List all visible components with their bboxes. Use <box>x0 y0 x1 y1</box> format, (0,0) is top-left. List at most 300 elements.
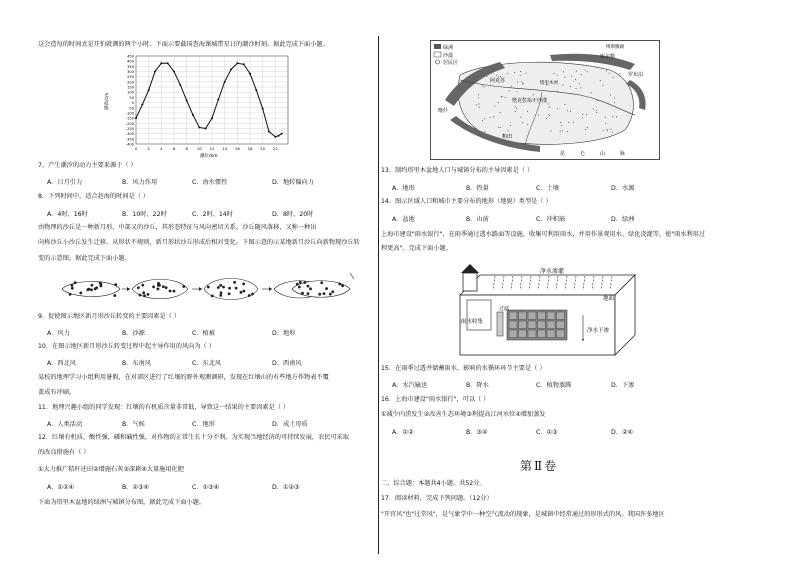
storage-cell <box>538 312 546 320</box>
vegetation-dot <box>219 284 222 287</box>
q13-stem: 13．制约塔里木盆地人口与城镇分布的主导因素是（ ） <box>381 167 534 174</box>
y-tick-label: 450 <box>127 54 134 59</box>
desert-dot <box>479 103 480 104</box>
passage-wind: "开官风"也"过堂风"，是气象学中一种空气流动的现象，是城镇中经常通过的形形式的风。我国许多地区 <box>381 511 665 518</box>
tide-point <box>262 108 264 110</box>
vegetation-dot <box>303 281 306 284</box>
vegetation-dot <box>228 287 231 290</box>
label-lop-nur: 罗布泊 <box>628 72 644 78</box>
q9-option-d[interactable]: D．地形 <box>272 330 296 337</box>
vegetation-dot <box>307 285 310 288</box>
q12-option-d[interactable]: D．①②③ <box>272 484 300 491</box>
q8-option-c[interactable]: C．2时、14时 <box>192 211 233 218</box>
desert-dot <box>501 97 502 98</box>
vegetation-dot <box>233 281 236 284</box>
vegetation-dot <box>94 287 97 290</box>
desert-dot <box>500 112 501 113</box>
q8-option-d[interactable]: D．8时、20时 <box>272 211 314 218</box>
storage-cell <box>509 330 517 338</box>
vegetation-dot <box>222 286 225 289</box>
label-rain-collection: 雨水收集 <box>461 319 484 325</box>
x-tick-label: 10 <box>196 146 202 151</box>
desert-dot <box>478 94 479 95</box>
chart-ylabel: 潮高/cm <box>105 92 110 110</box>
desert-dot <box>549 115 550 116</box>
chart-grid <box>136 56 288 144</box>
desert-dot <box>567 110 568 111</box>
y-tick-label: -250 <box>125 126 134 131</box>
x-tick-label: 16 <box>234 146 240 151</box>
tide-point <box>154 71 156 73</box>
legend-oasis-swatch <box>434 44 441 49</box>
vegetation-dot <box>248 294 251 297</box>
storage-cell <box>509 321 517 329</box>
section-title: 第Ⅱ卷 <box>520 459 559 473</box>
vegetation-dot <box>91 284 94 287</box>
q10-option-a[interactable]: A．西北风 <box>47 360 76 367</box>
desert-dot <box>579 83 580 84</box>
desert-dot <box>498 102 499 103</box>
north-arrow <box>350 273 354 279</box>
desert-dot <box>567 131 568 132</box>
x-tick-label: 6 <box>172 146 176 151</box>
vegetation-dot <box>100 285 103 288</box>
q16-stem-2: ①减少内涝发生②改善生态环境③利提高江河水位④增加蒸发 <box>381 411 546 418</box>
desert-dot <box>582 117 583 118</box>
desert-dot <box>548 114 549 115</box>
desert-dot <box>564 77 565 78</box>
desert-dot <box>484 131 485 132</box>
passage-dunes-1: 由物理的沙丘是一种新月形，中部又的沙丘，其形态特征与风向密切关系。沙丘随风落移，又称一种出 <box>38 224 317 231</box>
storage-cell <box>519 321 527 329</box>
tide-point <box>148 89 150 91</box>
x-tick-label: 22 <box>272 146 278 151</box>
q12-stem-2: 的改良措施有（ ） <box>38 449 90 456</box>
desert-dot <box>580 87 581 88</box>
q16-option-c[interactable]: C．①③ <box>536 429 558 436</box>
desert-dot <box>585 129 586 130</box>
label-lun: 仑 <box>580 151 586 157</box>
q15-stem: 15．在雨季过透井储蓄雨水，影响的水循环环节主要是（ ） <box>381 365 546 372</box>
vegetation-dot <box>169 290 172 293</box>
desert-dot <box>520 117 521 118</box>
desert-dot <box>486 76 487 77</box>
vegetation-dot <box>113 294 116 297</box>
desert-dot <box>498 127 499 128</box>
storage-cell <box>557 312 565 320</box>
x-tick-label: 2 <box>147 146 150 151</box>
label-aksu: 阿克苏 <box>490 78 506 84</box>
y-tick-label: -350 <box>125 137 134 142</box>
house <box>463 273 477 291</box>
vegetation-dot <box>220 291 223 294</box>
desert-dot <box>517 91 518 92</box>
desert-dot <box>564 104 565 105</box>
chart-y-ticks <box>126 55 135 147</box>
desert-dot <box>587 127 588 128</box>
label-bosten-lake: 博斯腾湖 <box>606 45 624 50</box>
q13-option-c[interactable]: C．土壤 <box>536 185 559 192</box>
desert-dot <box>489 117 490 118</box>
storage-cell <box>519 330 527 338</box>
desert-dot <box>527 111 528 112</box>
vegetation-dot <box>90 288 93 291</box>
desert-dot <box>484 86 485 87</box>
desert-dot <box>616 116 617 117</box>
desert-dot <box>507 73 508 74</box>
passage-soil-1: 某校的地理学习小组利用暑假，在对郊区进行了红壤的野外观测调研，发现在红壤山的有些地方作物表不覆 <box>38 374 329 381</box>
desert-dot <box>482 120 483 121</box>
desert-dot <box>514 72 515 73</box>
q9-option-a[interactable]: A．风力 <box>47 330 70 337</box>
desert-dot <box>605 117 606 118</box>
desert-dot <box>515 106 516 107</box>
desert-dot <box>478 97 479 98</box>
intro-line: 这会造每的时间式是开怕就测的两个小时。下面示要截国查海课城带星日的潮沙时刻。据此完成下面小题。 <box>38 41 329 48</box>
desert-dot <box>517 81 518 82</box>
desert-dot <box>605 123 606 124</box>
desert-dot <box>520 71 521 72</box>
vegetation-dot <box>320 281 323 284</box>
vegetation-dot <box>137 286 140 289</box>
tide-point <box>135 117 137 119</box>
desert-dot <box>576 71 577 72</box>
desert-dot <box>585 70 586 71</box>
q15-option-b[interactable]: B．降水 <box>466 382 489 389</box>
desert-dot <box>612 116 613 117</box>
vegetation-dot <box>301 292 304 295</box>
chart-xlabel: 潮位/km <box>200 154 218 159</box>
q7-option-d[interactable]: D．地转偏向力 <box>272 179 314 186</box>
vegetation-dot <box>71 284 74 287</box>
desert-dot <box>596 112 597 113</box>
desert-dot <box>571 76 572 77</box>
x-tick-label: 0 <box>134 146 138 151</box>
desert-dot <box>612 77 613 78</box>
q13-option-d[interactable]: D．水源 <box>611 185 635 192</box>
label-filter: 过滤 <box>499 306 510 312</box>
y-tick-label: -50 <box>128 106 134 111</box>
tide-point <box>205 127 207 129</box>
desert-dot <box>563 84 564 85</box>
desert-dot <box>505 97 506 98</box>
desert-dot <box>551 130 552 131</box>
desert-dot <box>526 73 527 74</box>
q7-stem: 7、产生潮汐的动力主要来源于（ ） <box>38 162 137 169</box>
desert-dot <box>527 124 528 125</box>
vegetation-dot <box>242 290 245 293</box>
desert-dot <box>500 76 501 77</box>
vegetation-dot <box>157 282 160 285</box>
desert-dot <box>600 80 601 81</box>
vegetation-dot <box>298 286 301 289</box>
q11-option-a[interactable]: A．人类活动 <box>47 421 83 428</box>
rainwater-bank-diagram <box>455 260 640 357</box>
vegetation-dot <box>162 285 165 288</box>
label-shan: 山 <box>600 151 606 157</box>
y-tick-label: -100 <box>125 111 134 116</box>
desert-dot <box>522 122 523 123</box>
vegetation-dot <box>299 281 302 284</box>
desert-dot <box>576 88 577 89</box>
vegetation-dot <box>341 284 344 287</box>
label-korla: 库尔勒 <box>600 54 616 60</box>
legend-desert-swatch <box>434 52 441 57</box>
x-tick-label: 14 <box>222 146 228 151</box>
desert-dot <box>560 131 561 132</box>
storage-cell <box>528 321 536 329</box>
vegetation-dot <box>318 293 321 296</box>
x-tick-label: 20 <box>260 146 266 151</box>
y-tick-label: 250 <box>127 75 134 80</box>
q14-option-a[interactable]: A．盆地 <box>392 216 415 223</box>
tide-point <box>167 62 169 64</box>
vegetation-dot <box>74 281 77 284</box>
vegetation-dot <box>211 294 214 297</box>
vegetation-dot <box>165 286 168 289</box>
desert-dot <box>612 132 613 133</box>
vegetation-dot <box>296 283 299 286</box>
tide-point <box>243 63 245 65</box>
q9-stem: 9．促使图示地区新月形沙丘转变的主要因素是（ ） <box>38 313 181 320</box>
label-clean-water-irrigation: 净水渗灌 <box>540 268 565 275</box>
label-hotan: 和田 <box>502 134 513 140</box>
desert-dot <box>482 85 483 86</box>
vegetation-dot <box>307 292 310 295</box>
vegetation-dot <box>242 282 245 285</box>
desert-dot <box>484 118 485 119</box>
q10-option-b[interactable]: B．东南风 <box>122 360 151 367</box>
vegetation-dot <box>331 290 334 293</box>
desert-dot <box>614 97 615 98</box>
vegetation-dot <box>79 292 82 295</box>
desert-dot <box>496 75 497 76</box>
vegetation-dot <box>69 293 72 296</box>
q9-option-b[interactable]: B．沙源 <box>122 330 145 337</box>
collection-tank <box>467 300 491 330</box>
desert-dot <box>549 107 550 108</box>
vegetation-dot <box>152 286 155 289</box>
vegetation-dot <box>141 284 144 287</box>
q15-option-c[interactable]: C．植物蒸腾 <box>536 382 572 389</box>
vegetation-dot <box>173 290 176 293</box>
desert-dot <box>509 90 510 91</box>
tide-point <box>224 81 226 83</box>
tide-point <box>160 62 162 64</box>
desert-dot <box>476 104 477 105</box>
y-tick-label: 100 <box>127 90 134 95</box>
q14-option-d[interactable]: D．绿洲 <box>611 216 635 223</box>
legend-town: 居民区 <box>443 60 459 66</box>
storage-cell <box>528 312 536 320</box>
vegetation-dot <box>139 294 142 297</box>
q14-option-c[interactable]: C．冲积扇 <box>536 216 566 223</box>
q7-option-b[interactable]: B．风力作用 <box>122 179 158 186</box>
tide-point <box>192 114 194 116</box>
x-tick-label: 18 <box>247 146 253 151</box>
q12-option-a[interactable]: A．①②④ <box>47 484 75 491</box>
tide-point <box>179 84 181 86</box>
desert-dot <box>610 94 611 95</box>
column-divider <box>378 36 379 554</box>
label-kun: 昆 <box>560 151 566 157</box>
label-kashgar: 喀什 <box>438 108 449 114</box>
q12-stem-1: 12．红壤有机质，酸性强，磷和碱性强，对作物的正常生长十分不利。为实现当地经济的可持续发展，农民可采取 <box>38 434 350 441</box>
vegetation-dot <box>251 293 254 296</box>
y-tick-label: -300 <box>125 132 134 137</box>
vegetation-dot <box>228 292 231 295</box>
desert-dot <box>570 111 571 112</box>
storage-cell <box>519 312 527 320</box>
q8-option-b[interactable]: B．10时、22时 <box>122 211 167 218</box>
tide-point <box>278 135 280 137</box>
q12-option-c[interactable]: C．①③④ <box>192 484 220 491</box>
q13-option-a[interactable]: A．地形 <box>392 185 415 192</box>
q7-option-c[interactable]: C．海水惯性 <box>192 179 228 186</box>
vegetation-dot <box>240 291 243 294</box>
tide-point <box>249 73 251 75</box>
desert-dot <box>538 114 539 115</box>
desert-dot <box>479 107 480 108</box>
tide-point <box>274 136 276 138</box>
vegetation-dot <box>329 293 332 296</box>
desert-dot <box>607 131 608 132</box>
desert-dot <box>582 114 583 115</box>
desert-dot <box>521 81 522 82</box>
vegetation-dot <box>157 288 160 291</box>
desert-dot <box>602 85 603 86</box>
transition-arrowhead <box>127 287 130 291</box>
desert-dot <box>561 125 562 126</box>
q12-stem-3: ①大力推广秸秆还田②增施石灰③深耕④大量施用化肥 <box>38 466 184 473</box>
x-tick-label: 12 <box>209 146 215 151</box>
vegetation-dot <box>217 286 220 289</box>
storage-cell <box>557 321 565 329</box>
q11-stem: 11．地理兴趣小组的同学发现：红壤的有机质含量非常低，导致这一结果的主要因素是（ ） <box>38 404 290 411</box>
tide-point <box>217 98 219 100</box>
desert-dot <box>563 71 564 72</box>
vegetation-dot <box>323 292 326 295</box>
desert-dot <box>516 108 517 109</box>
tide-chart <box>100 50 300 160</box>
q12-option-b[interactable]: B．②③④ <box>122 484 150 491</box>
tide-point <box>281 133 283 135</box>
filter-column <box>497 312 503 336</box>
q7-option-a[interactable]: A．日月引力 <box>47 179 83 186</box>
chart-x-ticks <box>135 146 279 151</box>
vegetation-dot <box>114 283 117 286</box>
tide-point <box>141 104 143 106</box>
q11-option-b[interactable]: B．气候 <box>122 421 145 428</box>
section-2-instructions: 二、综合题：本题共4小题，共52分。 <box>381 480 486 487</box>
house-roof <box>461 264 479 273</box>
label-tarim-river: 塔里木河 <box>540 81 558 86</box>
vegetation-dot <box>207 286 210 289</box>
storage-cell <box>547 312 555 320</box>
vegetation-dot <box>325 287 328 290</box>
tide-point <box>173 71 175 73</box>
y-tick-label: 400 <box>127 59 134 64</box>
desert-dot <box>614 102 615 103</box>
q17-stem: 17．阅读材料，完成下列问题。（12分） <box>381 495 493 502</box>
storage-cell <box>547 321 555 329</box>
q14-option-b[interactable]: B．山前 <box>466 216 489 223</box>
q8-option-a[interactable]: A．4时、16时 <box>47 211 88 218</box>
desert-dot <box>587 71 588 72</box>
legend-desert: 沙漠 <box>443 53 454 59</box>
q16-option-b[interactable]: B．③④ <box>466 429 488 436</box>
desert-dot <box>515 111 516 112</box>
y-tick-label: 150 <box>127 85 134 90</box>
q15-option-d[interactable]: D．下渗 <box>611 382 635 389</box>
desert-dot <box>610 129 611 130</box>
vegetation-dot <box>182 285 185 288</box>
y-tick-label: 200 <box>127 80 134 85</box>
q11-option-c[interactable]: C．地形 <box>192 421 215 428</box>
passage-dunes-3: 变的示意图。据此完成下面小题。 <box>38 255 131 262</box>
desert-dot <box>553 73 554 74</box>
tide-point <box>211 117 213 119</box>
passage-tarim: 下面为塔里木盆地的绿洲与城镇分布图。据此完成下面小题。 <box>38 499 206 506</box>
q16-option-a[interactable]: A．①② <box>392 429 414 436</box>
vegetation-dot <box>219 294 222 297</box>
tide-point <box>186 100 188 102</box>
q9-option-c[interactable]: C．植被 <box>192 330 215 337</box>
desert-dot <box>593 108 594 109</box>
y-tick-label: -200 <box>125 121 134 126</box>
tide-point <box>236 62 238 64</box>
q11-option-d[interactable]: D．成土母质 <box>272 421 308 428</box>
storage-cell <box>509 312 517 320</box>
vegetation-dot <box>309 287 312 290</box>
storage-cell <box>557 330 565 338</box>
storage-cell <box>528 330 536 338</box>
desert-dot <box>562 130 563 131</box>
desert-dot <box>557 108 558 109</box>
q10-stem: 10．在图示地区新月形沙丘转变过程中起主导作用的风向为（ ） <box>38 343 215 350</box>
desert-dot <box>573 122 574 123</box>
desert-dot <box>523 83 524 84</box>
desert-dot <box>581 74 582 75</box>
desert-dot <box>502 96 503 97</box>
label-clean-water-infiltration: 净水下渗 <box>587 328 610 334</box>
y-tick-label: 300 <box>127 70 134 75</box>
desert-dot <box>546 118 547 119</box>
q10-option-c[interactable]: C．东北风 <box>192 360 222 367</box>
passage-rain-2: 程更高"。完成下面小题。 <box>381 245 452 252</box>
desert-dot <box>548 104 549 105</box>
q13-option-b[interactable]: B．热量 <box>466 185 489 192</box>
vegetation-dot <box>143 294 146 297</box>
desert-dot <box>508 130 509 131</box>
tarim-basin-map <box>430 40 660 160</box>
q10-option-d[interactable]: D．西南风 <box>272 360 302 367</box>
desert-dot <box>560 122 561 123</box>
q16-option-d[interactable]: D．②④ <box>611 429 634 436</box>
passage-rain-1: 上海市建设"雨水银行"，在雨季通过透水路面等设施，收集可利用雨水，并用作景观用水、绿化浇灌等，使"雨水利用过 <box>381 231 706 238</box>
desert-dot <box>586 114 587 115</box>
q15-option-a[interactable]: A．水汽输送 <box>392 382 428 389</box>
vegetation-dot <box>147 293 150 296</box>
ground-surface-top <box>460 275 635 295</box>
desert-dot <box>609 73 610 74</box>
vegetation-dot <box>71 287 74 290</box>
desert-dot <box>533 94 534 95</box>
desert-dot <box>511 86 512 87</box>
desert-dot <box>596 110 597 111</box>
passage-soil-2: 盖成有冲刷。 <box>38 389 76 396</box>
y-tick-label: 0 <box>131 101 134 106</box>
